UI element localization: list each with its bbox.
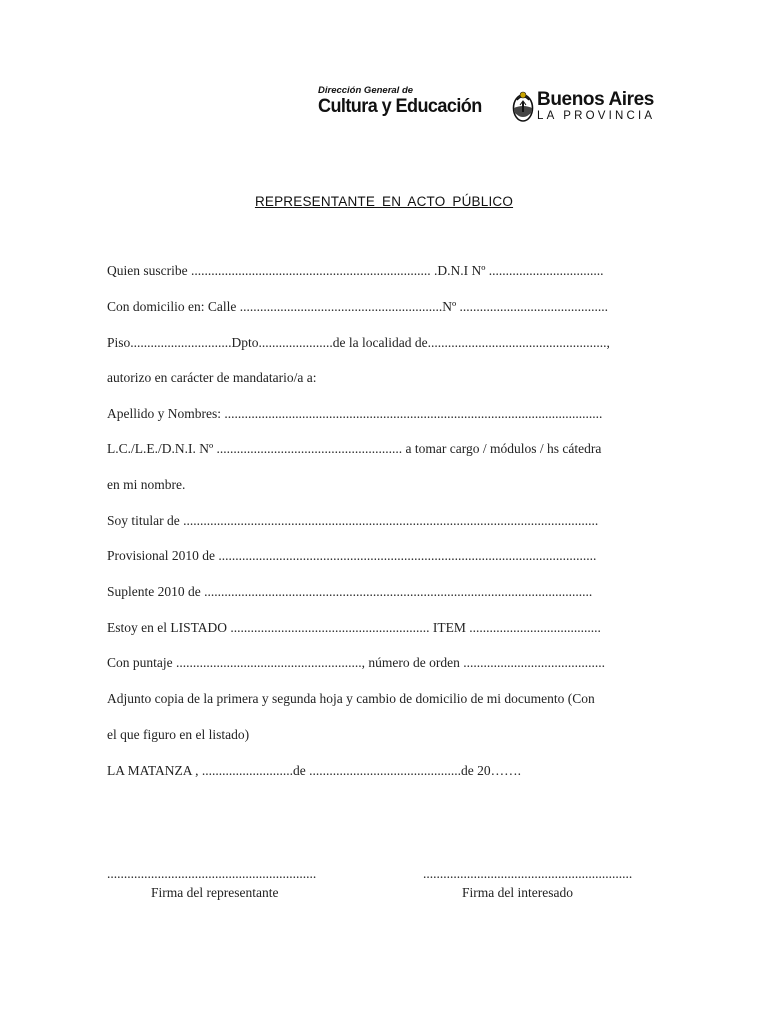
org-name-large: Cultura y Educación [318, 96, 482, 117]
province-name-small: LA PROVINCIA [537, 110, 656, 122]
form-line-adjunto: Adjunto copia de la primera y segunda hoja y cambio de domicilio de mi documento (Con [107, 691, 595, 706]
form-line-apellido: Apellido y Nombres: ................................................................................................................ [107, 406, 603, 421]
form-line-documento: L.C./L.E./D.N.I. Nº ....................................................... a tomar cargo / módulos / hs cátedra [107, 441, 602, 456]
letterhead [318, 86, 668, 132]
form-line-autorizo: autorizo en carácter de mandatario/a a: [107, 370, 317, 385]
buenos-aires-logo [537, 90, 655, 123]
form-line-suplente: Suplente 2010 de ................................................................................................................... [107, 584, 593, 599]
form-line-nombre: en mi nombre. [107, 477, 186, 492]
form-line-provisional: Provisional 2010 de ................................................................................................................ [107, 548, 597, 563]
province-shield-icon [512, 88, 534, 124]
province-name-large: Buenos Aires [537, 89, 654, 110]
dgce-logo [318, 86, 490, 118]
form-line-domicilio: Con domicilio en: Calle ............................................................Nº ............................................ [107, 299, 609, 314]
form-line-titular: Soy titular de ........................................................................................................................... [107, 513, 599, 528]
form-line-dni: Quien suscribe ....................................................................... .D.N.I Nº .................................. [107, 263, 604, 278]
signature-label-representante: Firma del representante [151, 885, 279, 900]
signature-line-interesado: .............................................................. [423, 866, 633, 881]
form-line-fecha: LA MATANZA , ...........................de .............................................de 20……. [107, 763, 522, 778]
signature-line-representante: .............................................................. [107, 866, 317, 881]
form-line-listado-note: el que figuro en el listado) [107, 727, 250, 742]
page-title: REPRESENTANTE EN ACTO PÚBLICO [254, 194, 514, 209]
org-name-small: Dirección General de [318, 85, 414, 96]
signature-label-interesado: Firma del interesado [462, 885, 573, 900]
form-line-piso: Piso..............................Dpto......................de la localidad de....................................................., [107, 335, 610, 350]
form-line-listado: Estoy en el LISTADO ........................................................... ITEM ....................................... [107, 620, 601, 635]
form-line-puntaje: Con puntaje ......................................................., número de orden .......................................... [107, 655, 605, 670]
